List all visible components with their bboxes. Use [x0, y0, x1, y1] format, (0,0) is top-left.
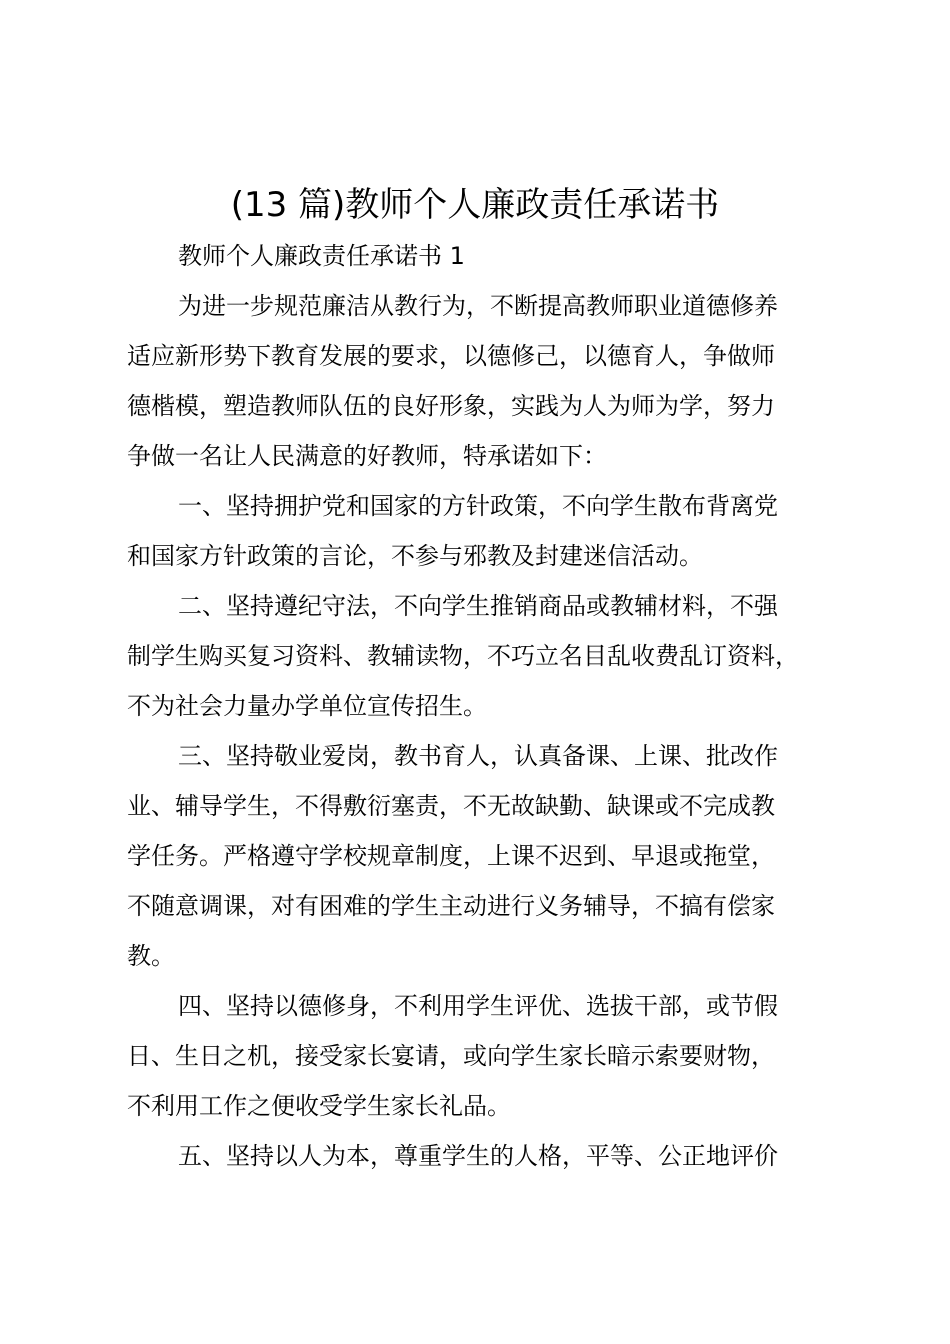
paragraph-line: 为进一步规范廉洁从教行为，不断提高教师职业道德修养 — [178, 292, 778, 320]
section-heading: 教师个人廉政责任承诺书 1 — [178, 242, 465, 270]
paragraph-line: 争做一名让人民满意的好教师，特承诺如下： — [127, 442, 607, 470]
paragraph-line: 二、坚持遵纪守法，不向学生推销商品或教辅材料，不强 — [178, 592, 778, 620]
paragraph-line: 五、坚持以人为本，尊重学生的人格，平等、公正地评价 — [178, 1142, 778, 1170]
paragraph-line: 制学生购买复习资料、教辅读物，不巧立名目乱收费乱订资料， — [127, 642, 799, 670]
paragraph-line: 适应新形势下教育发展的要求，以德修己，以德育人，争做师 — [127, 342, 775, 370]
paragraph-line: 一、坚持拥护党和国家的方针政策，不向学生散布背离党 — [178, 492, 778, 520]
document-title: (13 篇)教师个人廉政责任承诺书 — [230, 185, 720, 225]
paragraph-line: 不为社会力量办学单位宣传招生。 — [127, 692, 487, 720]
paragraph-line: 和国家方针政策的言论，不参与邪教及封建迷信活动。 — [127, 542, 703, 570]
paragraph-line: 业、辅导学生，不得敷衍塞责，不无故缺勤、缺课或不完成教 — [127, 792, 775, 820]
paragraph-line: 三、坚持敬业爱岗，教书育人，认真备课、上课、批改作 — [178, 742, 778, 770]
paragraph-line: 不利用工作之便收受学生家长礼品。 — [127, 1092, 511, 1120]
paragraph-line: 不随意调课，对有困难的学生主动进行义务辅导，不搞有偿家 — [127, 892, 775, 920]
paragraph-line: 德楷模，塑造教师队伍的良好形象，实践为人为师为学，努力 — [127, 392, 775, 420]
paragraph-line: 日、生日之机，接受家长宴请，或向学生家长暗示索要财物， — [127, 1042, 775, 1070]
paragraph-line: 四、坚持以德修身，不利用学生评优、选拔干部，或节假 — [178, 992, 778, 1020]
paragraph-line: 教。 — [127, 942, 175, 970]
paragraph-line: 学任务。严格遵守学校规章制度，上课不迟到、早退或拖堂， — [127, 842, 775, 870]
